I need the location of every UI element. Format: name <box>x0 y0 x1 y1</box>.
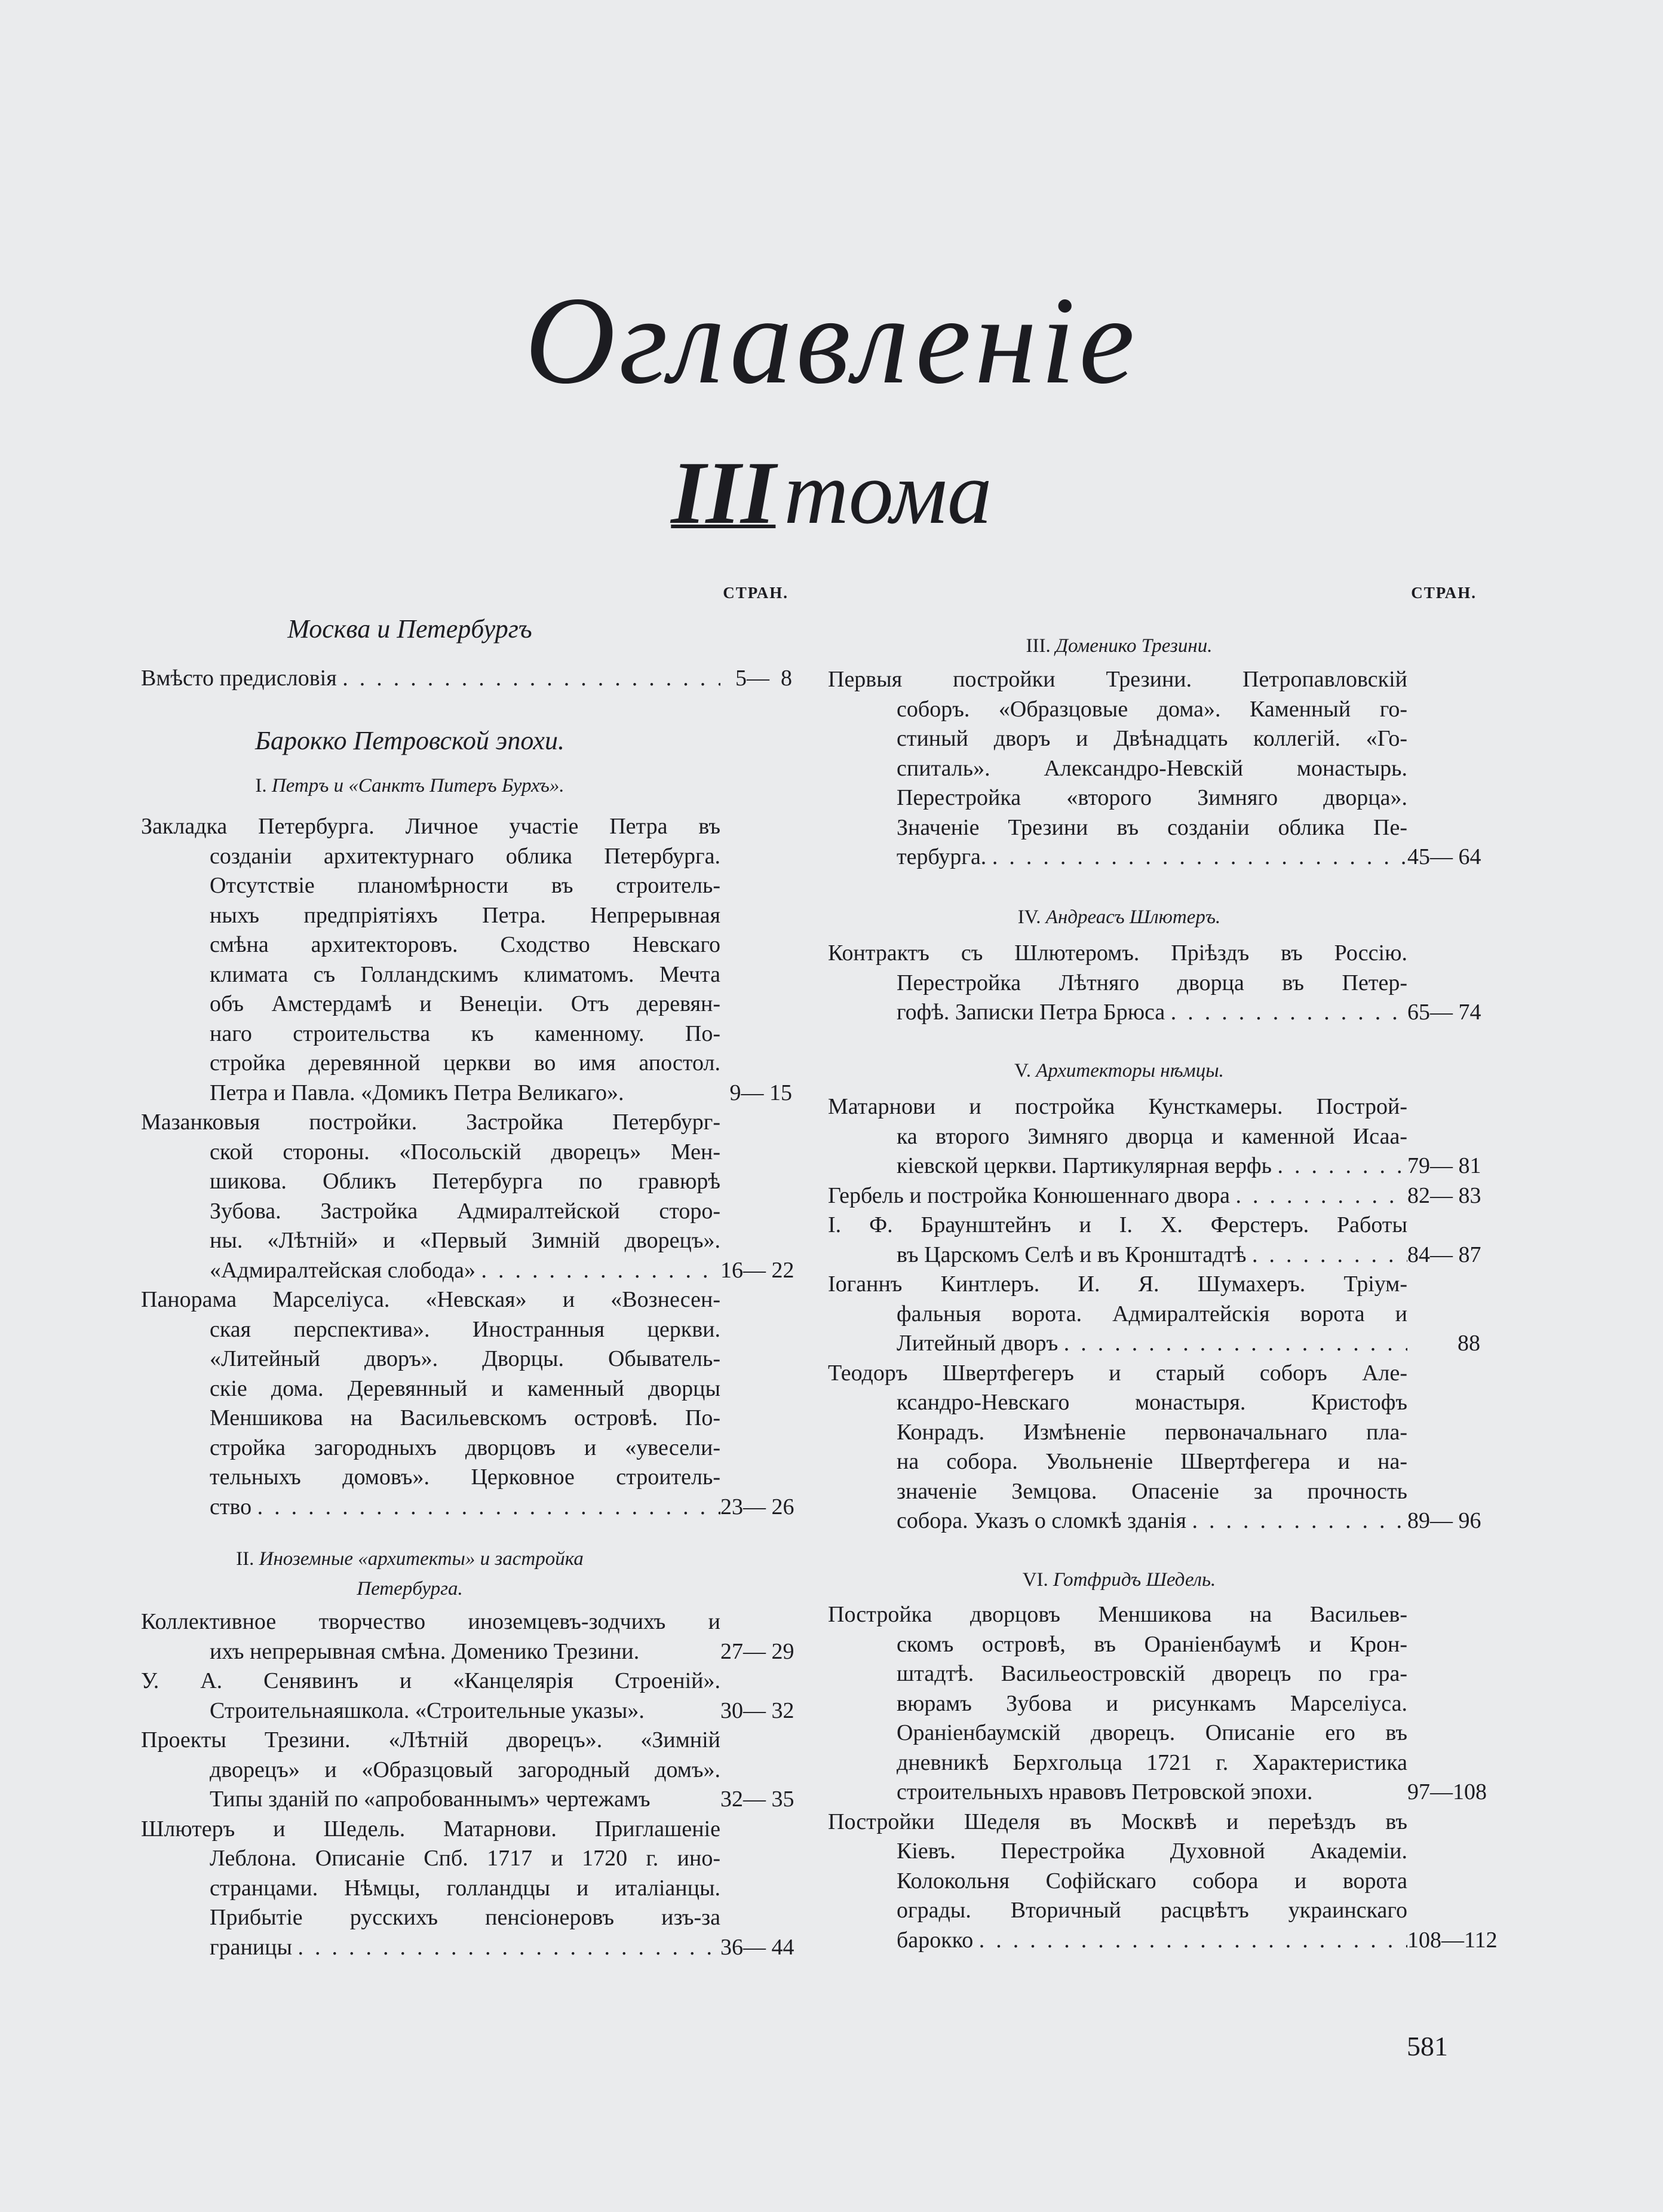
entry-pages: 9— 15 <box>729 1080 792 1105</box>
volume-numeral: III <box>671 443 776 543</box>
entry-text <box>141 1607 720 1666</box>
entry-group <box>828 665 1485 872</box>
entry-line-text: вюрамъ Зубова и рисункамъ Марселіуса. <box>897 1690 1407 1716</box>
entry-line <box>141 1726 720 1755</box>
page-title: Оглавленіе <box>524 271 1139 410</box>
entry-line <box>141 664 720 694</box>
chapter-title-line <box>141 1574 679 1604</box>
entry-line <box>141 960 720 990</box>
chapter-numeral: II. <box>236 1548 254 1570</box>
toc-entry[interactable] <box>141 1666 797 1726</box>
entry-line-text: ство <box>210 1494 252 1519</box>
chapter-title-line <box>828 1056 1410 1086</box>
entry-line <box>828 1300 1407 1329</box>
entry-line-text: фальныя ворота. Адмиралтейскія ворота и <box>897 1301 1407 1326</box>
toc-entry[interactable] <box>141 1285 797 1522</box>
entry-line-text: соборъ. «Образцовые дома». Каменный го- <box>897 696 1407 722</box>
entry-line <box>141 1696 720 1726</box>
entry-line-text: Строительнаяшкола. «Строительные указы». <box>210 1698 645 1723</box>
entry-line-text: тельныхъ домовъ». Церковное строитель- <box>210 1465 720 1490</box>
toc-entry[interactable] <box>141 1607 797 1666</box>
entry-line <box>828 1748 1407 1778</box>
entry-line <box>828 695 1407 725</box>
toc-entry[interactable] <box>828 1359 1485 1536</box>
entry-line-text: странцами. Нѣмцы, голландцы и италіанцы. <box>210 1875 720 1901</box>
entry-line-text: гофѣ. Записки Петра Брюса <box>897 1000 1165 1025</box>
entry-text <box>828 1092 1407 1181</box>
entry-pages: 97—108 <box>1407 1779 1487 1804</box>
chapter-heading <box>828 1565 1410 1595</box>
pages-column-label: СТРАН. <box>723 584 788 602</box>
entry-line <box>828 1151 1407 1181</box>
entry-text <box>141 1285 720 1522</box>
entry-line-text: штадтѣ. Васильеостровскій дворецъ по гра- <box>897 1661 1407 1686</box>
entry-pages: 65— 74 <box>1407 1000 1481 1025</box>
entry-line <box>828 1122 1407 1152</box>
entry-line <box>828 969 1407 998</box>
entry-line <box>141 1374 720 1404</box>
entry-line <box>828 939 1407 969</box>
entry-line <box>141 1315 720 1345</box>
entry-line <box>141 1607 720 1637</box>
entry-pages: 82— 83 <box>1407 1182 1481 1208</box>
entry-line <box>141 1666 720 1696</box>
entry-line-text: скіе дома. Деревянный и каменный дворцы <box>210 1375 720 1401</box>
entry-group <box>141 1607 797 1962</box>
toc-entry[interactable] <box>141 1108 797 1285</box>
chapter-title: Иноземные «архитекты» и застройка <box>259 1548 584 1570</box>
entry-line-text: наго строительства къ каменному. По- <box>210 1021 720 1046</box>
entry-line-text: барокко <box>897 1927 974 1953</box>
entry-line-text: шикова. Обликъ Петербурга по гравюрѣ <box>210 1169 720 1194</box>
entry-line-text: дворецъ» и «Образцовый загородный домъ». <box>210 1757 720 1782</box>
entry-line-text: Конрадъ. Измѣненіе первоначальнаго пла- <box>897 1419 1407 1445</box>
entry-line <box>828 813 1407 843</box>
entry-pages: 88 <box>1458 1331 1480 1356</box>
entry-line <box>828 1778 1407 1807</box>
toc-entry[interactable] <box>141 664 797 694</box>
chapter-title-line <box>141 771 679 801</box>
entry-text <box>828 939 1407 1028</box>
entry-line-text: строительныхъ нравовъ Петровской эпохи. <box>897 1779 1313 1804</box>
entry-line-text: Петра и Павла. «Домикъ Петра Великаго». <box>210 1080 624 1105</box>
toc-column-left <box>141 0 797 2212</box>
entry-line-text: Прибытіе русскихъ пенсіонеровъ изъ-за <box>210 1905 720 1930</box>
entry-line <box>141 1433 720 1463</box>
entry-line <box>828 1092 1407 1122</box>
entry-line-text: Леблона. Описаніе Спб. 1717 и 1720 г. ино- <box>210 1846 720 1871</box>
entry-line <box>828 1896 1407 1926</box>
entry-line-text: созданіи архитектурнаго облика Петербурга. <box>210 843 720 869</box>
entry-line <box>141 1167 720 1197</box>
entry-pages: 108—112 <box>1407 1927 1498 1953</box>
entry-pages: 79— 81 <box>1407 1153 1481 1178</box>
entry-line <box>141 1285 720 1315</box>
entry-line-text: Значеніе Трезини въ созданіи облика Пе- <box>897 814 1407 840</box>
entry-line <box>141 1874 720 1904</box>
chapter-title: Андреасъ Шлютеръ. <box>1045 906 1221 928</box>
entry-line-text: Іоганнъ Кинтлеръ. И. Я. Шумахеръ. Тріум- <box>828 1272 1407 1297</box>
chapter-heading <box>141 771 679 801</box>
entry-line <box>828 1447 1407 1477</box>
entry-line <box>828 1359 1407 1389</box>
toc-entry[interactable] <box>828 1807 1498 1956</box>
entry-line-text: ской стороны. «Посольскій дворецъ» Мен- <box>210 1139 720 1165</box>
entry-line-text: Первыя постройки Трезини. Петропавловскій <box>828 667 1407 692</box>
entry-line <box>828 1630 1407 1660</box>
entry-line-text: тербурга. <box>897 844 987 869</box>
entry-line-text: ская перспектива». Иностранныя церкви. <box>210 1316 720 1342</box>
entry-line-text: смѣна архитекторовъ. Сходство Невскаго <box>210 932 720 957</box>
entry-line-text: «Адмиралтейская слобода» <box>210 1257 475 1283</box>
entry-line <box>141 989 720 1019</box>
chapter-heading <box>141 1544 679 1604</box>
entry-line <box>141 1049 720 1079</box>
volume-word: тома <box>784 443 992 543</box>
toc-column-right <box>828 0 1498 2212</box>
entry-pages: 45— 64 <box>1407 844 1481 869</box>
chapter-title: Готфридъ Шедель. <box>1053 1569 1216 1591</box>
entry-line-text: стройка загородныхъ дворцовъ и «увесели- <box>210 1435 720 1460</box>
entry-text <box>828 1270 1407 1359</box>
chapter-numeral: VI. <box>1022 1569 1048 1591</box>
entry-line <box>141 1344 720 1374</box>
entry-line-text: ныхъ предпріятіяхъ Петра. Непрерывная <box>210 902 720 928</box>
chapter-numeral: IV. <box>1017 906 1041 928</box>
entry-line-text: Шлютеръ и Шедель. Матарнови. Приглашеніе <box>141 1816 720 1842</box>
entry-line-text: Гербель и постройка Конюшеннаго двора <box>828 1182 1230 1208</box>
entry-line-text: скомъ островѣ, въ Ораніенбаумѣ и Крон- <box>897 1631 1407 1657</box>
entry-line <box>828 842 1407 872</box>
entry-line-text: Проекты Трезини. «Лѣтній дворецъ». «Зимній <box>141 1727 720 1753</box>
entry-line <box>828 1240 1407 1270</box>
entry-pages: 27— 29 <box>720 1638 794 1664</box>
entry-line-text: границы <box>210 1934 292 1960</box>
entry-line-text: ка второго Зимняго дворца и каменной Исаа- <box>897 1123 1407 1149</box>
entry-line-text: объ Амстердамѣ и Венеціи. Отъ деревян- <box>210 991 720 1016</box>
entry-line <box>141 1903 720 1933</box>
entry-line <box>141 1637 720 1667</box>
toc-entry[interactable] <box>141 1726 797 1815</box>
entry-pages: 84— 87 <box>1407 1242 1481 1267</box>
entry-text <box>828 665 1407 872</box>
entry-line-text: Постройки Шеделя въ Москвѣ и переѣздъ въ <box>828 1809 1407 1834</box>
entry-line-text: собора. Указъ о сломкѣ зданія <box>897 1508 1187 1533</box>
entry-line-text: Литейный дворъ <box>897 1331 1058 1356</box>
entry-line <box>141 930 720 960</box>
entry-pages: 32— 35 <box>720 1787 794 1812</box>
entry-line <box>828 1600 1407 1630</box>
entry-line-text: У. А. Сенявинъ и «Канцелярія Строеній». <box>141 1668 720 1693</box>
entry-line <box>828 1807 1407 1837</box>
chapter-title: Петербурга. <box>357 1578 463 1600</box>
entry-line-text: Вмѣсто предисловія <box>141 666 337 691</box>
entry-line <box>141 901 720 931</box>
entry-text <box>828 1211 1407 1270</box>
entry-pages: 89— 96 <box>1407 1508 1481 1533</box>
toc-entry[interactable] <box>141 1815 797 1963</box>
entry-line <box>141 1197 720 1227</box>
entry-line-text: значеніе Земцова. Опасеніе за прочность <box>897 1478 1407 1504</box>
chapter-numeral: I. <box>255 775 267 796</box>
entry-line-text: климата съ Голландскимъ климатомъ. Мечта <box>210 961 720 987</box>
entry-line <box>141 1933 720 1963</box>
chapter-title-line <box>828 1565 1410 1595</box>
entry-line-text: Типы зданій по «апробованнымъ» чертежамъ <box>210 1787 651 1812</box>
entry-group <box>828 939 1485 1028</box>
section-heading: Барокко Петровской эпохи. <box>255 726 564 755</box>
chapter-title-line <box>828 631 1410 661</box>
pages-column-label: СТРАН. <box>1411 584 1477 602</box>
entry-line <box>828 1388 1407 1418</box>
entry-line-text: Мазанковыя постройки. Застройка Петербург- <box>141 1110 720 1135</box>
entry-line <box>828 1418 1407 1448</box>
entry-line-text: ограды. Вторичный расцвѣтъ украинскаго <box>897 1898 1407 1923</box>
entry-line <box>828 783 1407 813</box>
entry-line-text: дневникѣ Берхгольца 1721 г. Характеристика <box>897 1750 1407 1775</box>
entry-line-text: кіевской церкви. Партикулярная верфь <box>897 1153 1272 1178</box>
entry-line <box>141 1256 720 1286</box>
entry-line-text: Теодоръ Швертфегеръ и старый соборъ Але- <box>828 1360 1407 1386</box>
entry-line-text: І. Ф. Браунштейнъ и І. Х. Ферстеръ. Работы <box>828 1212 1407 1237</box>
entry-line-text: Зубова. Застройка Адмиралтейской сторо- <box>210 1198 720 1224</box>
toc-entry[interactable] <box>828 665 1485 872</box>
entry-line-text: ихъ непрерывная смѣна. Доменико Трезини. <box>210 1638 640 1664</box>
toc-entry[interactable] <box>828 1092 1485 1181</box>
entry-line <box>141 1108 720 1138</box>
entry-line-text: Матарнови и постройка Кунсткамеры. Построй- <box>828 1094 1407 1119</box>
toc-entry[interactable] <box>828 1270 1485 1359</box>
entry-text <box>828 1359 1407 1536</box>
entry-line <box>828 1659 1407 1689</box>
entry-line <box>141 1463 720 1493</box>
entry-line <box>141 1019 720 1049</box>
entry-line <box>141 1226 720 1256</box>
entry-line <box>828 1329 1407 1359</box>
entry-line <box>828 1718 1407 1748</box>
entry-line <box>828 1867 1407 1897</box>
entry-group <box>141 812 797 1522</box>
entry-line-text: Перестройка «второго Зимняго дворца». <box>897 785 1407 810</box>
entry-line-text: Колокольня Софійскаго собора и ворота <box>897 1868 1407 1894</box>
entry-line-text: стиный дворъ и Двѣнадцать коллегій. «Го- <box>897 726 1407 751</box>
entry-line-text: спиталь». Александро-Невскій монастырь. <box>897 755 1407 781</box>
entry-group <box>141 664 797 694</box>
entry-line-text: Перестройка Лѣтняго дворца въ Петер- <box>897 970 1407 995</box>
entry-line-text: Меншикова на Васильевскомъ островѣ. По- <box>210 1405 720 1430</box>
entry-line <box>828 1689 1407 1719</box>
entry-text <box>141 664 720 694</box>
entry-line <box>141 1493 720 1522</box>
page-number: 581 <box>1407 2031 1448 2061</box>
entry-text <box>141 1726 720 1815</box>
chapter-title: Доменико Трезини. <box>1055 635 1213 657</box>
chapter-title-line <box>828 902 1410 932</box>
entry-line <box>828 1926 1407 1956</box>
toc-entry[interactable] <box>828 1600 1485 1807</box>
entry-line <box>828 724 1407 754</box>
entry-line <box>828 1181 1407 1211</box>
entry-pages: 23— 26 <box>720 1494 794 1519</box>
entry-line <box>828 754 1407 784</box>
entry-line <box>141 1079 720 1108</box>
chapter-heading <box>828 902 1410 932</box>
section-heading: Москва и Петербургъ <box>287 614 532 644</box>
entry-line-text: Закладка Петербурга. Личное участіе Петра въ <box>141 814 720 839</box>
entry-group <box>828 1600 1498 1955</box>
entry-text <box>141 1108 720 1285</box>
entry-text <box>141 1666 720 1726</box>
entry-line <box>141 1755 720 1785</box>
entry-line-text: Панорама Марселіуса. «Невская» и «Вознесен- <box>141 1287 720 1312</box>
entry-line <box>828 1270 1407 1300</box>
entry-line <box>141 842 720 872</box>
entry-line-text: на собора. Увольненіе Швертфегера и на- <box>897 1449 1407 1474</box>
entry-pages: 5— 8 <box>735 666 792 691</box>
entry-text <box>828 1807 1407 1956</box>
entry-line <box>828 998 1407 1028</box>
chapter-heading <box>828 1056 1410 1086</box>
entry-line-text: ны. «Лѣтній» и «Первый Зимній дворецъ». <box>210 1228 720 1253</box>
chapter-numeral: V. <box>1014 1060 1031 1082</box>
chapter-numeral: III. <box>1026 635 1051 657</box>
entry-pages: 30— 32 <box>720 1698 794 1723</box>
toc-entry[interactable] <box>828 1211 1485 1270</box>
entry-line-text: Кіевъ. Перестройка Духовной Академіи. <box>897 1839 1407 1864</box>
entry-line <box>141 812 720 842</box>
entry-group <box>828 1092 1485 1536</box>
entry-text <box>828 1181 1407 1211</box>
entry-pages: 36— 44 <box>720 1934 794 1960</box>
chapter-title: Петръ и «Санктъ Питеръ Бурхъ». <box>271 775 564 796</box>
chapter-heading <box>828 631 1410 661</box>
entry-line <box>828 1477 1407 1507</box>
entry-line-text: Коллективное творчество иноземцевъ-зодчихъ и <box>141 1609 720 1634</box>
entry-line <box>828 1211 1407 1240</box>
toc-entry[interactable] <box>828 1181 1485 1211</box>
entry-line-text: Контрактъ съ Шлютеромъ. Пріѣздъ въ Россію. <box>828 940 1407 966</box>
entry-line-text: Отсутствіе планомѣрности въ строитель- <box>210 873 720 898</box>
entry-line-text: Ораніенбаумскій дворецъ. Описаніе его въ <box>897 1720 1407 1745</box>
entry-line-text: «Литейный дворъ». Дворцы. Обыватель- <box>210 1346 720 1371</box>
entry-line <box>141 1844 720 1874</box>
entry-line <box>828 665 1407 695</box>
chapter-title: Архитекторы нѣмцы. <box>1036 1060 1224 1082</box>
entry-line <box>828 1837 1407 1867</box>
entry-line <box>141 1815 720 1845</box>
entry-line <box>141 1785 720 1815</box>
toc-entry[interactable] <box>828 939 1485 1028</box>
entry-line <box>141 871 720 901</box>
entry-line-text: въ Царскомъ Селѣ и въ Кронштадтѣ <box>897 1242 1247 1267</box>
entry-line-text: стройка деревянной церкви во имя апостол. <box>210 1050 720 1076</box>
entry-pages: 16— 22 <box>720 1257 794 1283</box>
entry-line-text: Постройка дворцовъ Меншикова на Васильев- <box>828 1602 1407 1627</box>
entry-line-text: ксандро-Невскаго монастыря. Кристофъ <box>897 1390 1407 1415</box>
entry-line <box>828 1506 1407 1536</box>
entry-text <box>828 1600 1407 1807</box>
entry-text <box>141 1815 720 1963</box>
toc-entry[interactable] <box>141 812 797 1108</box>
chapter-title-line <box>141 1544 679 1574</box>
entry-line <box>141 1404 720 1433</box>
entry-line <box>141 1138 720 1168</box>
entry-text <box>141 812 720 1108</box>
